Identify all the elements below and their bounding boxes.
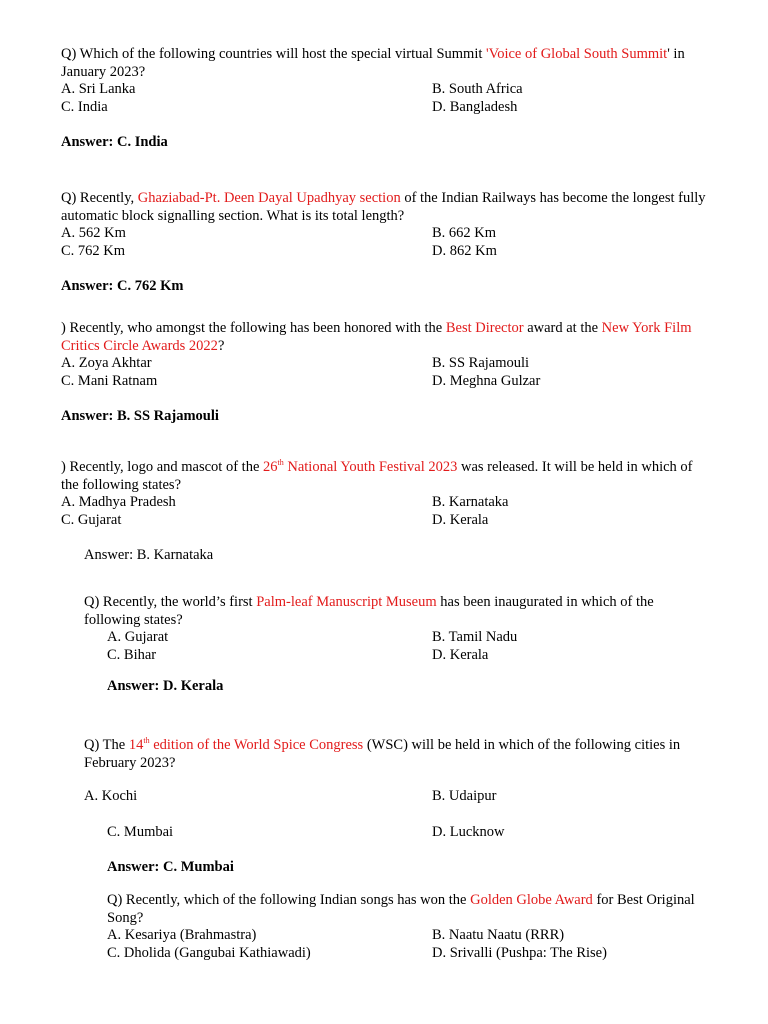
option-c: C. Mumbai xyxy=(107,824,174,840)
stem-text: Q) Which of the following countries will host the special virtual Summit xyxy=(61,46,486,62)
question-6 xyxy=(84,737,711,772)
stem-text: Q) Recently, the world’s first xyxy=(84,594,257,610)
stem-text: award at the xyxy=(523,320,602,336)
option-a: A. Kesariya (Brahmastra) xyxy=(107,927,257,943)
option-b: B. Tamil Nadu xyxy=(432,629,518,645)
stem-text: ' in January 2023? xyxy=(61,46,685,80)
option-d: D. 862 Km xyxy=(432,242,497,259)
option-a: A. Gujarat xyxy=(107,629,169,645)
question-1 xyxy=(61,46,711,116)
option-b: B. Udaipur xyxy=(432,788,497,804)
option-a: A. Sri Lanka xyxy=(61,81,136,97)
highlighted-text: New York Film Critics Circle Awards 2022 xyxy=(61,320,692,354)
question-2-stem xyxy=(61,190,711,225)
option-c: C. Dholida (Gangubai Kathiawadi) xyxy=(107,944,311,961)
question-2-options xyxy=(61,225,711,260)
highlighted-text: Best Director xyxy=(445,320,524,336)
option-b: B. Naatu Naatu (RRR) xyxy=(432,927,565,943)
stem-text: was released. It will be held in which of the following states? xyxy=(61,459,693,493)
highlighted-text: edition of the World Spice Congress xyxy=(149,737,364,753)
highlighted-text: 26 xyxy=(263,459,278,475)
question-6-answer: Answer: C. Mumbai xyxy=(107,859,234,875)
option-c: C. 762 Km xyxy=(61,242,126,259)
highlighted-text: National Youth Festival 2023 xyxy=(283,459,458,475)
question-3 xyxy=(61,320,711,390)
stem-text: has been inaugurated in which of the following states? xyxy=(84,594,654,628)
highlighted-text: Palm-leaf Manuscript Museum xyxy=(256,594,437,610)
highlighted-text: 14 xyxy=(128,737,144,753)
question-1-stem xyxy=(61,46,711,81)
stem-text: (WSC) will be held in which of the following cities in February 2023? xyxy=(84,737,681,771)
highlighted-text: th xyxy=(143,736,150,745)
option-d: D. Lucknow xyxy=(432,824,505,840)
question-5-answer: Answer: D. Kerala xyxy=(107,678,224,694)
option-b: B. 662 Km xyxy=(432,225,497,241)
option-d: D. Meghna Gulzar xyxy=(432,372,541,389)
stem-text: ) Recently, who amongst the following has been honored with the xyxy=(61,320,446,336)
question-3-stem xyxy=(61,320,711,355)
question-6-options-row-2 xyxy=(107,824,711,842)
option-b: B. Karnataka xyxy=(432,494,509,510)
question-5-stem xyxy=(84,594,711,629)
stem-text: for Best Original Song? xyxy=(107,892,695,926)
option-a: A. 562 Km xyxy=(61,225,126,241)
question-4-answer: Answer: B. Karnataka xyxy=(84,547,214,563)
question-6-stem xyxy=(84,737,711,772)
question-5 xyxy=(84,594,711,664)
stem-text: ) Recently, logo and mascot of the xyxy=(61,459,264,475)
highlighted-text: Ghaziabad-Pt. Deen Dayal Upadhyay section xyxy=(137,190,401,206)
option-d: D. Kerala xyxy=(432,646,489,663)
question-5-options xyxy=(107,629,711,664)
question-3-answer: Answer: B. SS Rajamouli xyxy=(61,408,219,424)
question-7 xyxy=(107,892,711,962)
highlighted-text: th xyxy=(277,458,284,467)
option-d: D. Srivalli (Pushpa: The Rise) xyxy=(432,944,607,961)
option-c: C. Gujarat xyxy=(61,511,122,528)
option-a: A. Kochi xyxy=(84,788,138,804)
stem-text: ? xyxy=(217,337,225,354)
question-4 xyxy=(61,459,711,529)
option-d: D. Bangladesh xyxy=(432,98,518,115)
question-7-options xyxy=(107,927,711,962)
question-4-options xyxy=(61,494,711,529)
stem-text: of the Indian Railways has become the longest fully automatic block signalling section. What is its total length? xyxy=(61,190,706,224)
question-3-options xyxy=(61,355,711,390)
option-b: B. SS Rajamouli xyxy=(432,355,530,371)
option-a: A. Zoya Akhtar xyxy=(61,355,152,371)
highlighted-text: 'Voice of Global South Summit xyxy=(486,46,668,62)
question-1-answer: Answer: C. India xyxy=(61,134,168,150)
stem-text: Q) Recently, xyxy=(61,190,138,206)
question-7-stem xyxy=(107,892,711,927)
question-6-options-row-1 xyxy=(84,788,711,806)
option-d: D. Kerala xyxy=(432,511,489,528)
stem-text: Q) The xyxy=(84,737,129,753)
stem-text: Q) Recently, which of the following Indian songs has won the xyxy=(107,892,471,908)
question-2-answer: Answer: C. 762 Km xyxy=(61,278,184,294)
option-a: A. Madhya Pradesh xyxy=(61,494,176,510)
highlighted-text: Golden Globe Award xyxy=(470,892,593,908)
option-c: C. India xyxy=(61,98,108,115)
option-c: C. Mani Ratnam xyxy=(61,372,158,389)
question-2 xyxy=(61,190,711,260)
option-b: B. South Africa xyxy=(432,81,523,97)
question-4-stem xyxy=(61,459,711,494)
question-1-options xyxy=(61,81,711,116)
option-c: C. Bihar xyxy=(107,646,157,663)
